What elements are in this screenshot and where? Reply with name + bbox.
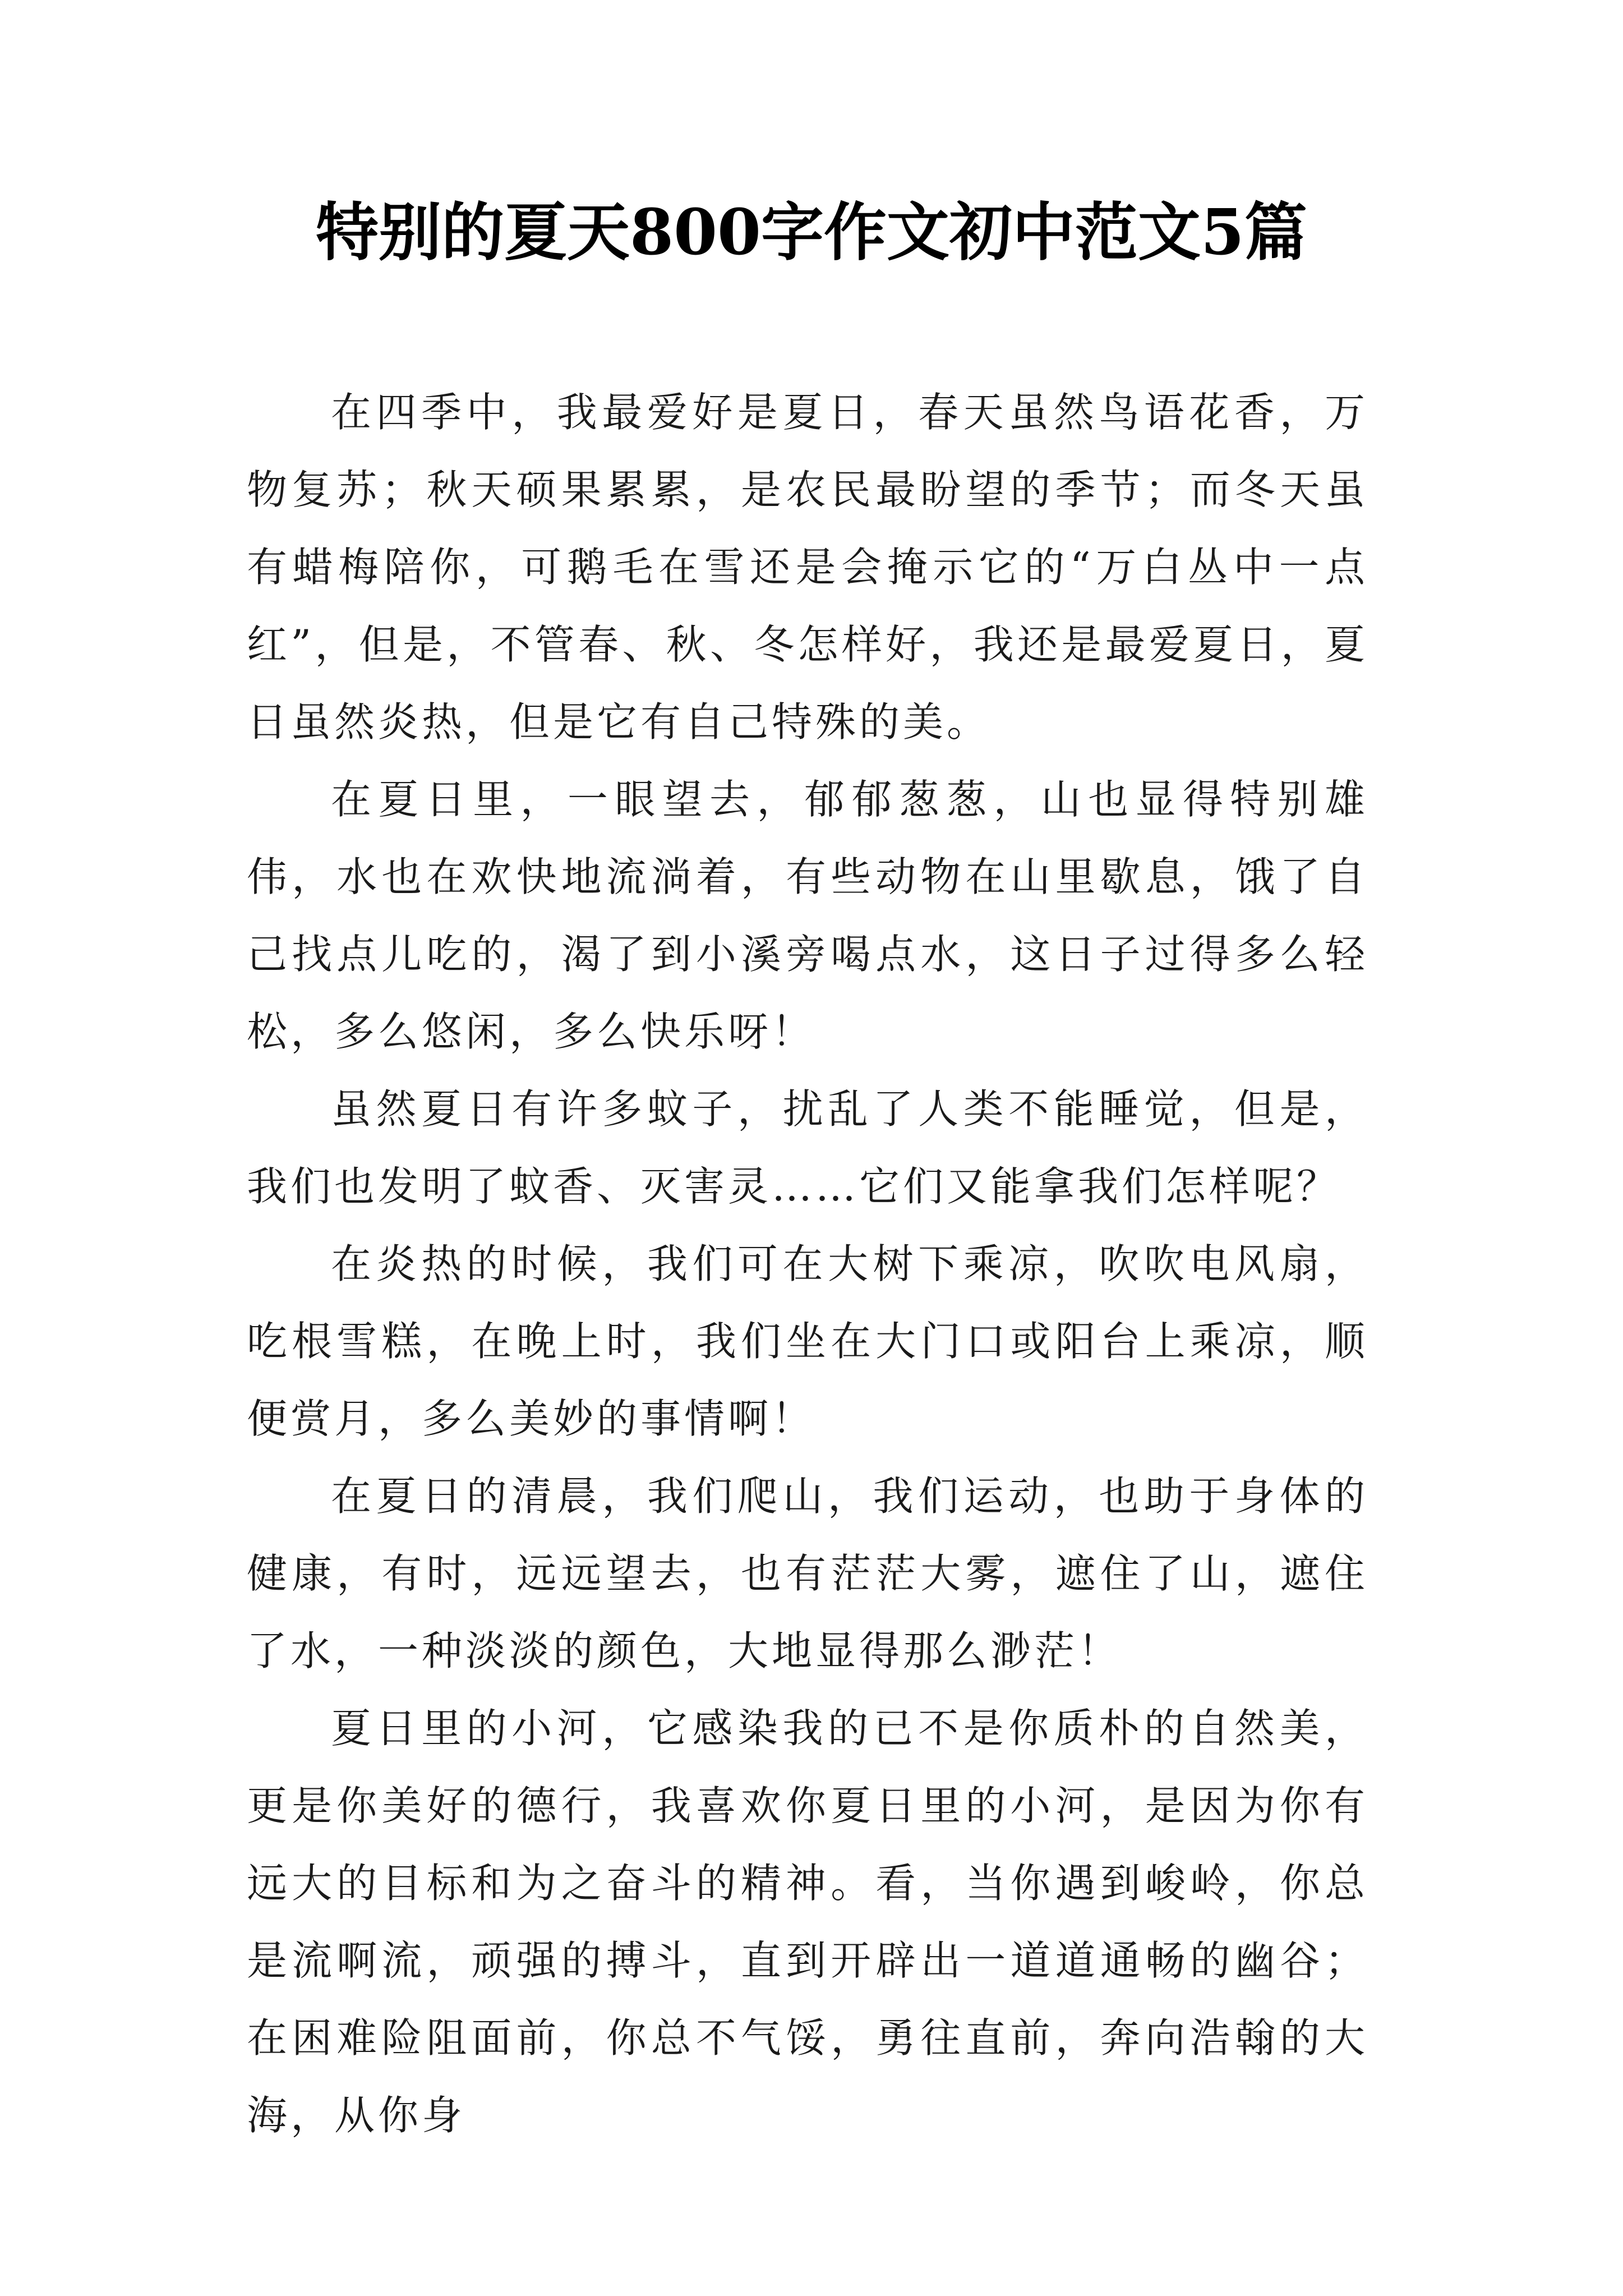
paragraph-1: 在四季中，我最爱好是夏日，春天虽然鸟语花香，万物复苏；秋天硕果累累，是农民最盼望的季节；而冬天虽有蜡梅陪你，可鹅毛在雪还是会掩示它的“万白丛中一点红”，但是，不管春、秋、冬怎样好，我还是最爱夏日，夏日虽然炎热，但是它有自己特殊的美。: [247, 389, 1368, 746]
paragraph-6: 夏日里的小河，它感染我的已不是你质朴的自然美，更是你美好的德行，我喜欢你夏日里的小河，是因为你有远大的目标和为之奋斗的精神。看，当你遇到峻岭，你总是流啊流，顽强的搏斗，直到开辟出一道道通畅的幽谷；在困难险阻面前，你总不气馁，勇往直前，奔向浩翰的大海，从你身: [247, 1705, 1368, 2139]
paragraph-2: 在夏日里，一眼望去，郁郁葱葱，山也显得特别雄伟，水也在欢快地流淌着，有些动物在山里歇息，饿了自己找点儿吃的，渴了到小溪旁喝点水，这日子过得多么轻松，多么悠闲，多么快乐呀！: [247, 776, 1368, 1055]
paragraph-5: 在夏日的清晨，我们爬山，我们运动，也助于身体的健康，有时，远远望去，也有茫茫大雾，遮住了山，遮住了水，一种淡淡的颜色，大地显得那么渺茫！: [247, 1473, 1368, 1674]
document-title: 特别的夏天800字作文初中范文5篇: [316, 196, 1307, 269]
paragraph-3: 虽然夏日有许多蚊子，扰乱了人类不能睡觉，但是，我们也发明了蚊香、灭害灵……它们又能拿我们怎样呢？: [247, 1085, 1368, 1210]
document-body: [247, 374, 1368, 2154]
paragraph-4: 在炎热的时候，我们可在大树下乘凉，吹吹电风扇，吃根雪糕，在晚上时，我们坐在大门口或阳台上乘凉，顺便赏月，多么美妙的事情啊！: [247, 1240, 1368, 1442]
